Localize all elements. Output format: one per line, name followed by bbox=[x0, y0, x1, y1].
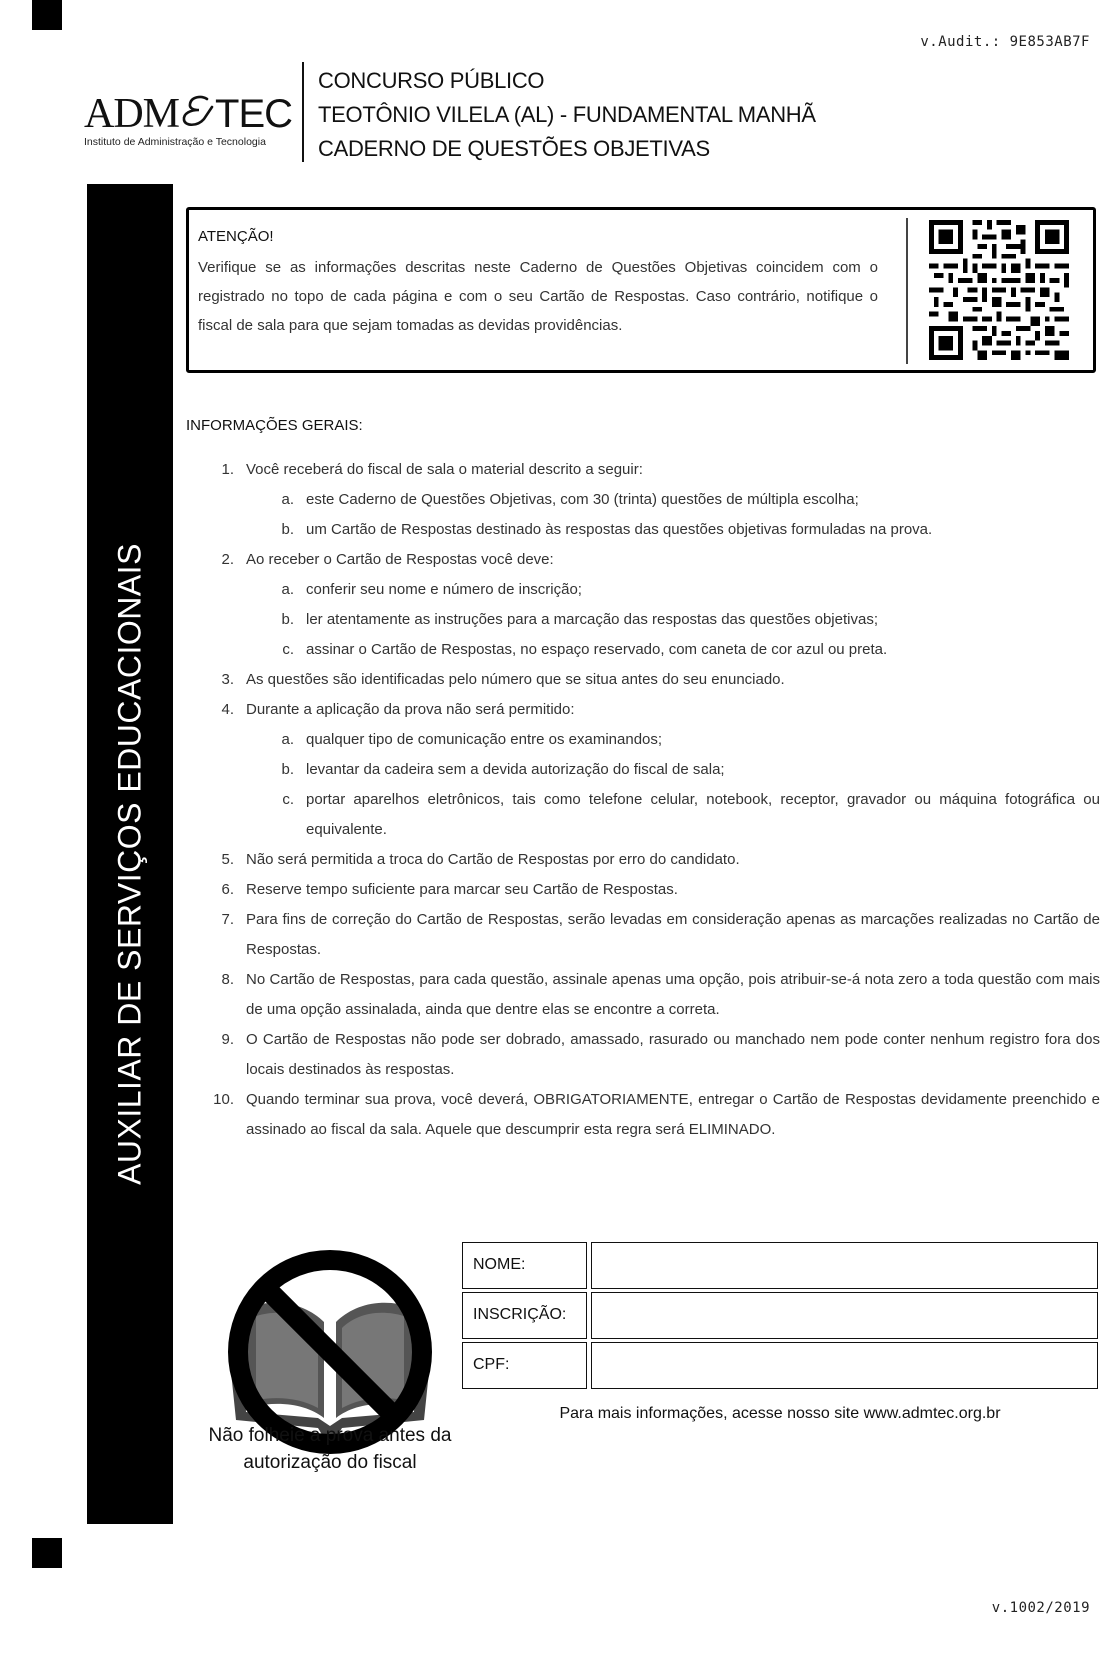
info-item-text: O Cartão de Respostas não pode ser dobrado, amassado, rasurado ou manchado nem pode conter nenhum registro fora dos locais destinados às respostas. bbox=[246, 1031, 1100, 1078]
header-divider bbox=[302, 62, 304, 162]
info-item-text: Reserve tempo suficiente para marcar seu Cartão de Respostas. bbox=[246, 881, 678, 898]
info-item-text: As questões são identificadas pelo número que se situa antes do seu enunciado. bbox=[246, 671, 785, 688]
attention-divider bbox=[906, 218, 908, 364]
info-item-text: Ao receber o Cartão de Respostas você deve: bbox=[246, 551, 554, 568]
site-info: Para mais informações, acesse nosso site www.admtec.org.br bbox=[559, 1405, 1001, 1422]
info-item-number: 6. bbox=[221, 881, 234, 898]
info-item-number: 8. bbox=[221, 971, 234, 988]
info-item-number: 3. bbox=[221, 671, 234, 688]
info-subitem-text: assinar o Cartão de Respostas, no espaço reservado, com caneta de cor azul ou preta. bbox=[306, 641, 888, 658]
info-item-number: 9. bbox=[221, 1031, 234, 1048]
info-subitem-letter: a. bbox=[281, 731, 294, 748]
general-info-title: INFORMAÇÕES GERAIS: bbox=[186, 417, 363, 434]
no-book-caption: Não folheie a prova antes da autorização do fiscal bbox=[208, 1425, 452, 1473]
info-item bbox=[186, 545, 1100, 575]
attention-title: ATENÇÃO! bbox=[198, 228, 274, 245]
registration-mark-bottom-icon bbox=[32, 1538, 62, 1568]
info-subitem bbox=[186, 755, 1100, 785]
cpf-label: CPF: bbox=[462, 1342, 587, 1389]
form-row-name bbox=[462, 1242, 1098, 1289]
header-line-contest: CONCURSO PÚBLICO bbox=[318, 68, 545, 93]
info-subitem-text: este Caderno de Questões Objetivas, com 30 (trinta) questões de múltipla escolha; bbox=[306, 491, 859, 508]
info-subitem bbox=[186, 575, 1100, 605]
info-subitem bbox=[186, 515, 1100, 545]
logo-ampersand-icon bbox=[179, 93, 215, 129]
logo-subtitle: Instituto de Administração e Tecnologia bbox=[84, 136, 266, 148]
info-subitem-letter: a. bbox=[281, 581, 294, 598]
info-item-text: No Cartão de Respostas, para cada questão, assinale apenas uma opção, pois atribuir-se-á nota zero a toda questão com mais de uma opção assinalada, ainda que dentre elas se encontre a correta. bbox=[246, 971, 1100, 1018]
inscricao-label: INSCRIÇÃO: bbox=[462, 1292, 587, 1339]
form-row-inscricao bbox=[462, 1292, 1098, 1339]
info-item bbox=[186, 965, 1100, 1025]
info-item-number: 1. bbox=[221, 461, 234, 478]
general-info-list bbox=[186, 455, 1100, 1145]
admtec-logo bbox=[84, 92, 294, 152]
attention-text bbox=[198, 228, 878, 340]
header-line-booklet: CADERNO DE QUESTÕES OBJETIVAS bbox=[318, 136, 710, 161]
info-item-number: 10. bbox=[213, 1091, 234, 1108]
info-item bbox=[186, 665, 1100, 695]
header-line-location: TEOTÔNIO VILELA (AL) - FUNDAMENTAL MANHÃ bbox=[318, 102, 816, 127]
form-row-cpf bbox=[462, 1342, 1098, 1389]
info-subitem bbox=[186, 635, 1100, 665]
info-item bbox=[186, 695, 1100, 725]
info-item-number: 4. bbox=[221, 701, 234, 718]
info-item bbox=[186, 1085, 1100, 1145]
info-item-number: 5. bbox=[221, 851, 234, 868]
side-bar bbox=[87, 184, 173, 1524]
header-titles bbox=[318, 64, 816, 166]
info-subitem-letter: b. bbox=[281, 761, 294, 778]
inscricao-field[interactable] bbox=[591, 1292, 1098, 1339]
info-item-number: 2. bbox=[221, 551, 234, 568]
info-item-number: 7. bbox=[221, 911, 234, 928]
info-item bbox=[186, 1025, 1100, 1085]
info-subitem-letter: b. bbox=[281, 611, 294, 628]
info-item-text: Não será permitida a troca do Cartão de Respostas por erro do candidato. bbox=[246, 851, 740, 868]
info-subitem-text: qualquer tipo de comunicação entre os examinandos; bbox=[306, 731, 663, 748]
info-item-text: Para fins de correção do Cartão de Respostas, serão levadas em consideração apenas as marcações realizadas no Cartão de Respostas. bbox=[246, 911, 1100, 958]
info-item bbox=[186, 455, 1100, 485]
info-subitem bbox=[186, 485, 1100, 515]
info-item bbox=[186, 905, 1100, 965]
name-label: NOME: bbox=[462, 1242, 587, 1289]
name-field[interactable] bbox=[591, 1242, 1098, 1289]
info-subitem-text: portar aparelhos eletrônicos, tais como telefone celular, notebook, receptor, gravador ou máquina fotográfica ou equivalente. bbox=[306, 791, 1100, 838]
info-subitem bbox=[186, 605, 1100, 635]
info-item-text: Quando terminar sua prova, você deverá, OBRIGATORIAMENTE, entregar o Cartão de Respostas devidamente preenchido e assinado ao fiscal da sala. Aquele que descumprir esta regra será ELIMINADO. bbox=[246, 1091, 1100, 1138]
info-subitem-letter: c. bbox=[282, 791, 294, 808]
info-item-text: Durante a aplicação da prova não será permitido: bbox=[246, 701, 575, 718]
info-item bbox=[186, 875, 1100, 905]
cpf-field[interactable] bbox=[591, 1342, 1098, 1389]
qr-code-icon bbox=[929, 220, 1069, 360]
logo-wordmark bbox=[84, 92, 292, 136]
info-subitem bbox=[186, 785, 1100, 845]
info-subitem-letter: a. bbox=[281, 491, 294, 508]
info-item-text: Você receberá do fiscal de sala o material descrito a seguir: bbox=[246, 461, 643, 478]
audit-code: v.Audit.: 9E853AB7F bbox=[920, 34, 1090, 50]
info-subitem-text: ler atentamente as instruções para a marcação das respostas das questões objetivas; bbox=[306, 611, 878, 628]
attention-box bbox=[186, 207, 1096, 373]
attention-body: Verifique se as informações descritas neste Caderno de Questões Objetivas coincidem com o registrado no topo de cada página e com o seu Cartão de Respostas. Caso contrário, notifique o fiscal de sala para que sejam tomadas as devidas providências. bbox=[198, 259, 878, 334]
logo-brand-left: ADM bbox=[84, 91, 180, 137]
side-bar-title: AUXILIAR DE SERVIÇOS EDUCACIONAIS bbox=[111, 543, 148, 1185]
info-item bbox=[186, 845, 1100, 875]
version-code: v.1002/2019 bbox=[991, 1600, 1090, 1616]
info-subitem-text: levantar da cadeira sem a devida autorização do fiscal de sala; bbox=[306, 761, 725, 778]
registration-mark-top-icon bbox=[32, 0, 62, 30]
info-subitem-text: conferir seu nome e número de inscrição; bbox=[306, 581, 582, 598]
info-subitem bbox=[186, 725, 1100, 755]
info-subitem-text: um Cartão de Respostas destinado às respostas das questões objetivas formuladas na prova. bbox=[306, 521, 933, 538]
info-subitem-letter: c. bbox=[282, 641, 294, 658]
logo-brand-right: TEC bbox=[215, 92, 293, 136]
info-subitem-letter: b. bbox=[281, 521, 294, 538]
